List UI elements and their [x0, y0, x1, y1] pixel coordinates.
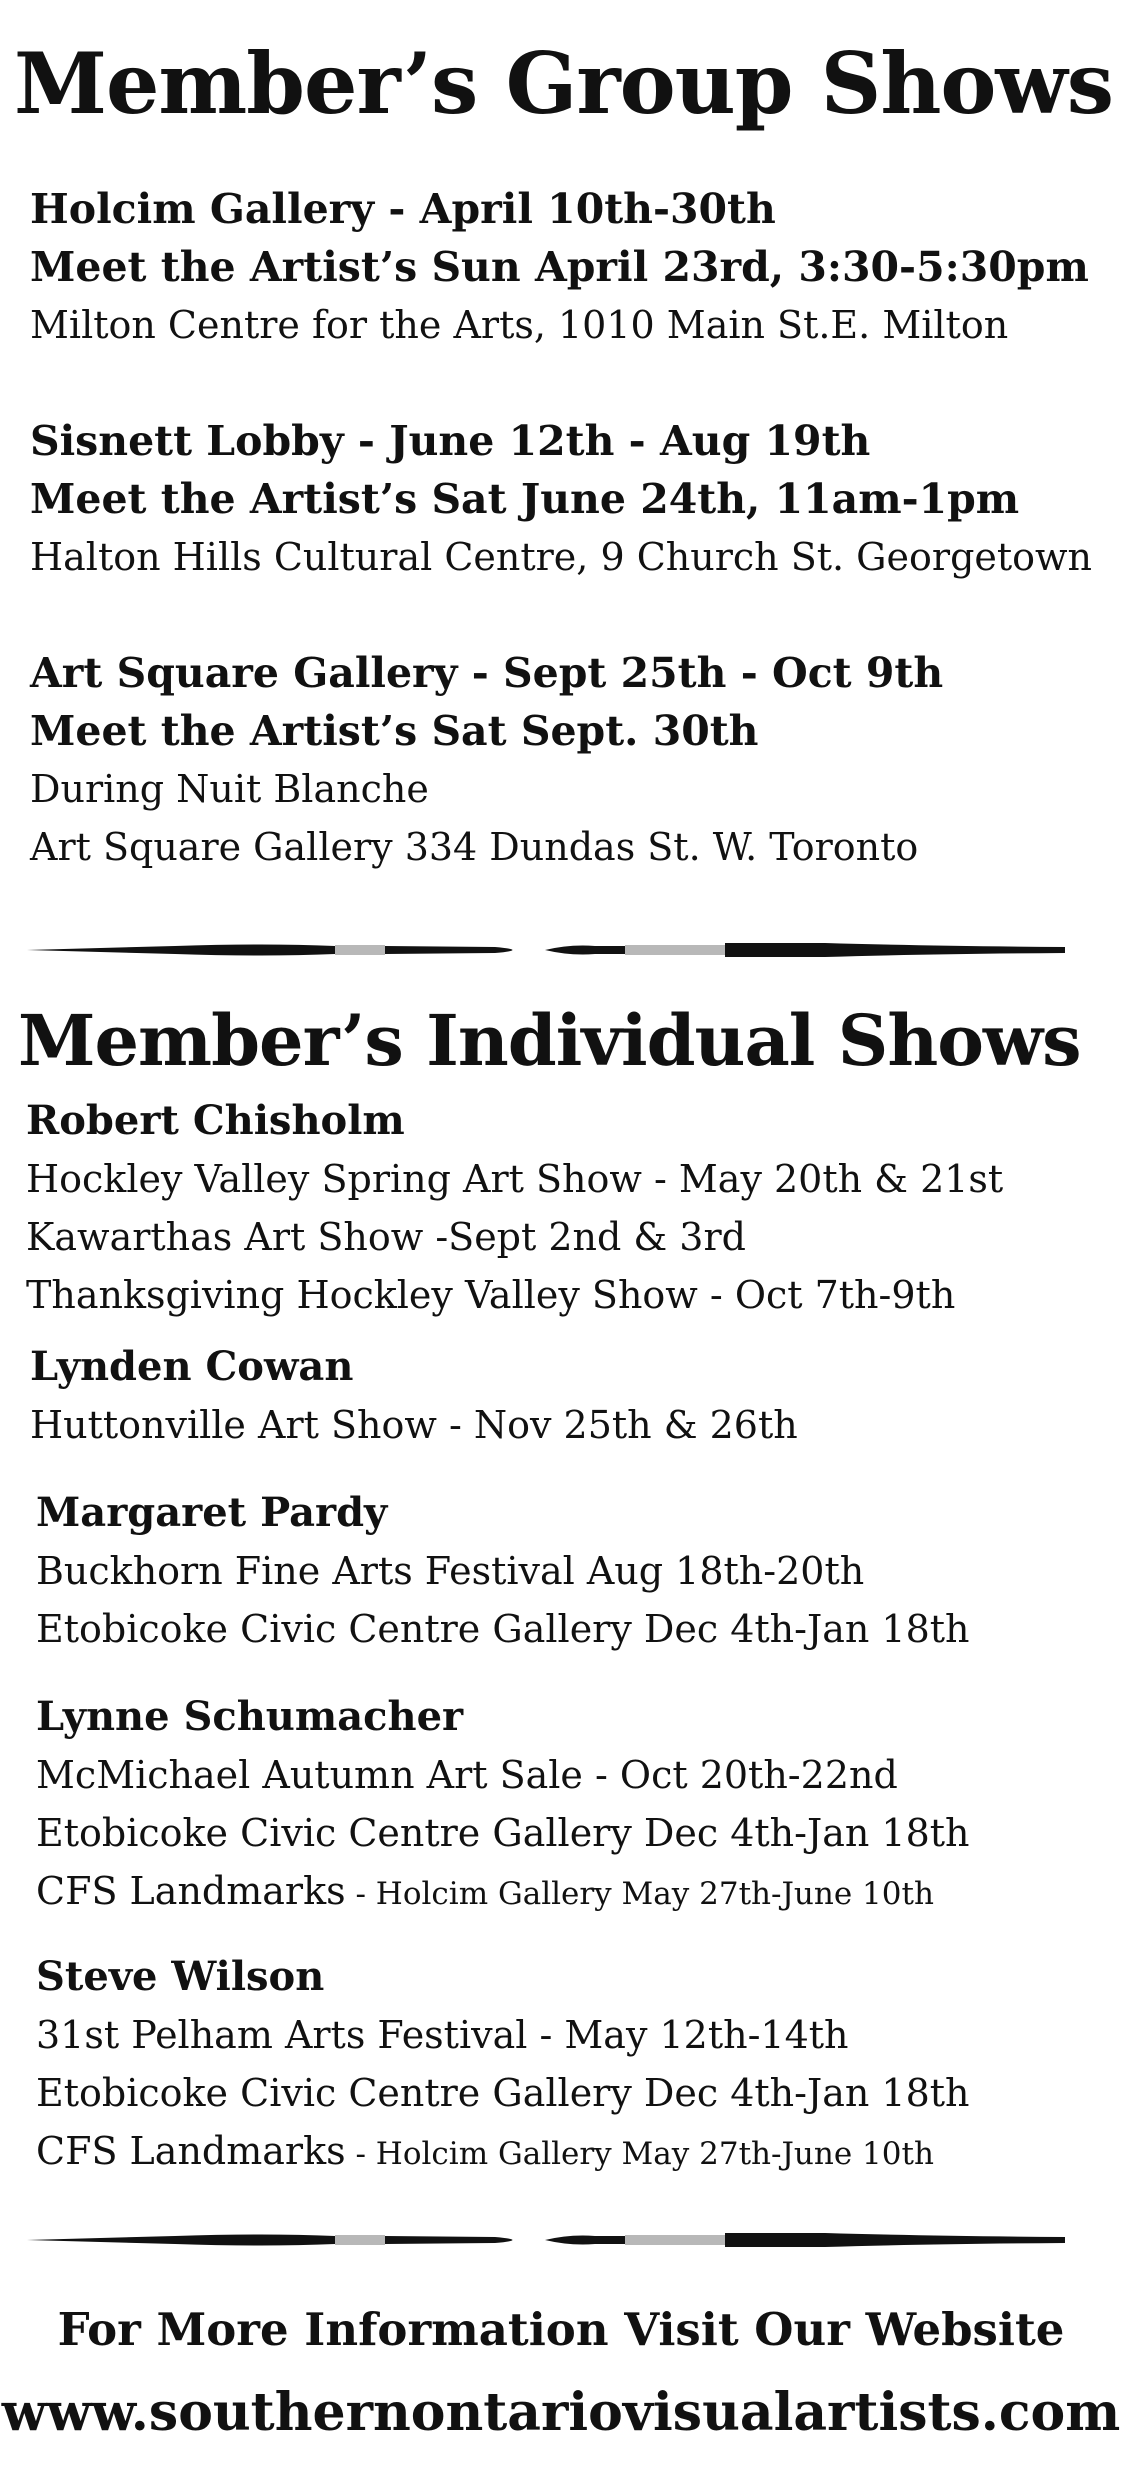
artist-name: Robert Chisholm [26, 1097, 405, 1144]
artist-show: Hockley Valley Spring Art Show - May 20th & 21st [26, 1157, 1004, 1201]
show-name: CFS Landmarks [36, 2129, 346, 2173]
paintbrush-divider-icon [25, 930, 1085, 970]
paintbrush-divider-icon [25, 2220, 1085, 2260]
event-address: Milton Centre for the Arts, 1010 Main St.E. Milton [30, 303, 1009, 347]
artist-show: Thanksgiving Hockley Valley Show - Oct 7th-9th [26, 1273, 956, 1317]
artist-show-cfs [36, 2122, 970, 2183]
website-url[interactable]: www.southernontariovisualartists.com [1, 2382, 1121, 2443]
show-name: CFS Landmarks [36, 1869, 346, 1913]
event-venue-dates: Holcim Gallery - April 10th-30th [30, 185, 776, 233]
show-venue-dates: - Holcim Gallery May 27th-June 10th [345, 2136, 934, 2172]
artist-show: Kawarthas Art Show -Sept 2nd & 3rd [26, 1215, 746, 1259]
show-venue-dates: - Holcim Gallery May 27th-June 10th [345, 1876, 934, 1912]
group-event-art-square [30, 644, 943, 876]
artist-show: Etobicoke Civic Centre Gallery Dec 4th-Jan 18th [36, 1607, 970, 1651]
artist-show: Etobicoke Civic Centre Gallery Dec 4th-Jan 18th [36, 1811, 970, 1855]
artist-name: Lynne Schumacher [36, 1693, 464, 1740]
artist-show: McMichael Autumn Art Sale - Oct 20th-22nd [36, 1753, 898, 1797]
event-venue-dates: Sisnett Lobby - June 12th - Aug 19th [30, 417, 871, 465]
artist-lynden-cowan [30, 1338, 798, 1454]
group-event-sisnett [30, 412, 1092, 586]
footer-info-text: For More Information Visit Our Website [57, 2303, 1065, 2356]
artist-show: 31st Pelham Arts Festival - May 12th-14th [36, 2013, 849, 2057]
artist-show-cfs [36, 1862, 970, 1923]
event-venue-dates: Art Square Gallery - Sept 25th - Oct 9th [30, 649, 944, 697]
event-meet-artist: Meet the Artist’s Sat June 24th, 11am-1pm [30, 475, 1020, 523]
artist-name: Margaret Pardy [36, 1489, 388, 1536]
event-note: During Nuit Blanche [30, 767, 429, 811]
event-address: Halton Hills Cultural Centre, 9 Church St. Georgetown [30, 535, 1093, 579]
event-meet-artist: Meet the Artist’s Sun April 23rd, 3:30-5:30pm [30, 243, 1089, 291]
artist-show: Buckhorn Fine Arts Festival Aug 18th-20th [36, 1549, 865, 1593]
artist-steve-wilson [36, 1948, 970, 2183]
artist-robert-chisholm [26, 1092, 1003, 1324]
individual-shows-title: Member’s Individual Shows [18, 999, 1081, 1082]
artist-name: Steve Wilson [36, 1953, 325, 2000]
artist-show: Huttonville Art Show - Nov 25th & 26th [30, 1403, 798, 1447]
event-address: Art Square Gallery 334 Dundas St. W. Toronto [30, 825, 919, 869]
artist-name: Lynden Cowan [30, 1343, 354, 1390]
group-shows-title: Member’s Group Shows [14, 34, 1114, 133]
artist-show: Etobicoke Civic Centre Gallery Dec 4th-Jan 18th [36, 2071, 970, 2115]
event-meet-artist: Meet the Artist’s Sat Sept. 30th [30, 707, 759, 755]
artist-margaret-pardy [36, 1484, 970, 1658]
artist-lynne-schumacher [36, 1688, 970, 1923]
group-event-holcim [30, 180, 1089, 354]
